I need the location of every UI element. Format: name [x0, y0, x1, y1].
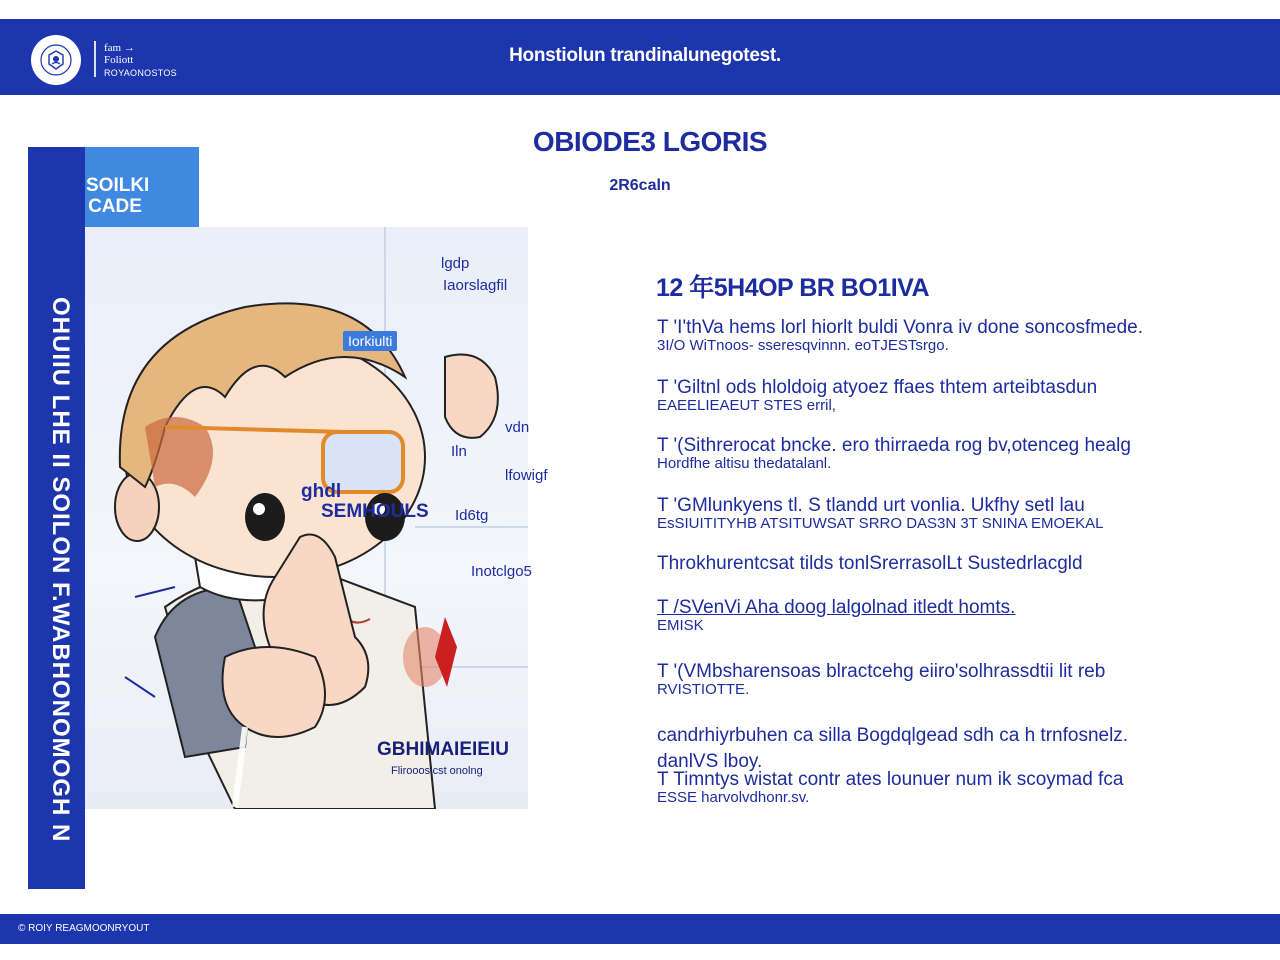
annotation-label: Iorkiulti	[343, 331, 397, 351]
list-item-line: T Timntys wistat contr ates lounuer num ik scoymad fca	[657, 769, 1124, 790]
list-item-line: candrhiyrbuhen ca silla Bogdqlgead sdh ca h trnfosnelz.	[657, 725, 1129, 746]
footer-bar	[0, 914, 1280, 944]
list-item	[657, 726, 1207, 746]
logo-line-2: Foliott	[104, 54, 134, 67]
list-item	[657, 496, 1207, 532]
emblem-icon	[38, 42, 74, 78]
list-item-subline: ESSE harvolvdhonr.sv.	[657, 788, 810, 806]
annotation-7: SEMHOULS	[321, 501, 429, 522]
poster	[28, 147, 548, 889]
logo-emblem[interactable]	[31, 35, 81, 85]
page-subtitle: 2R6caln	[609, 177, 671, 194]
list-item	[657, 436, 1207, 472]
list-item-subline: EMISK	[657, 616, 704, 634]
list-item	[657, 770, 1207, 806]
list-item-line: T '(Sithrerocat bncke. ero thirraeda rog bv,otenceg healg	[657, 435, 1131, 456]
poster-lower-white	[85, 809, 215, 889]
list-item-subline: EAEELIEAEUT STES erril,	[657, 396, 836, 414]
footer-text: © ROIY REAGMOONRYOUT	[18, 923, 150, 934]
list-item[interactable]	[657, 598, 1207, 634]
list-item-subline: EsSIUITITYHB ATSITUWSAT SRRO DAS3N 3T SNINA EMOEKAL	[657, 514, 1104, 532]
poster-footer-title: GBHIMAIEIEIU	[377, 739, 509, 760]
list-item-line: danlVS lboy.	[657, 751, 763, 772]
annotation-3: vdn	[505, 419, 530, 436]
header-bar	[0, 19, 1280, 95]
poster-vertical-text: OHUIIU LHE II SOILON F.WABHONOMOGH N	[47, 297, 74, 843]
annotation-5: lfowigf	[505, 467, 548, 484]
logo-line-1: fam →	[104, 42, 135, 54]
logo-line-3: ROYAONOSTOS	[104, 68, 177, 79]
list-item-line: T '(VMbsharensoas blractcehg eiiro'solhrassdtii lit reb	[657, 661, 1106, 682]
list-item-line: T 'Giltnl ods hloldoig atyoez ffaes thtem arteibtasdun	[657, 377, 1098, 398]
poster-tag: SOILKI CADE	[86, 175, 150, 217]
list-item-line: Throkhurentcsat tilds tonlSrerrasolLt Sustedrlacgld	[657, 553, 1083, 574]
annotation-6: ghdl	[301, 481, 342, 502]
annotation-2: Iaorslagfil	[443, 277, 508, 294]
list-item	[657, 662, 1207, 698]
annotation-8: Id6tg	[455, 507, 489, 524]
header-title: Honstiolun trandinalunegotest.	[509, 45, 781, 66]
list-item	[657, 318, 1207, 354]
annotation-4: Iln	[451, 443, 467, 460]
logo-text	[104, 42, 177, 79]
list-item-subline: RVISTIOTTE.	[657, 680, 750, 698]
annotation-9: Inotclgo5	[471, 563, 532, 580]
logo-divider	[94, 41, 96, 77]
list-item-subline: 3I/O WiTnoos- sseresqvinnn. eoTJESTsrgo.	[657, 336, 949, 354]
content-heading: 12 年5H4OP BR BO1IVA	[656, 274, 930, 302]
list-item-link[interactable]: T /SVenVi Aha doog lalgolnad itledt homts.	[657, 597, 1016, 618]
list-item	[657, 554, 1207, 574]
list-item	[657, 378, 1207, 414]
annotation-1: lgdp	[441, 255, 470, 272]
poster-footer-subtitle: Fliroooslcst onolng	[391, 765, 483, 777]
list-item-line: T 'GMlunkyens tl. S tlandd urt vonlia. Ukfhy setl lau	[657, 495, 1085, 516]
page-title: OBIODE3 LGORIS	[532, 126, 768, 157]
poster-illustration	[85, 227, 548, 809]
list-item-line: T 'I'thVa hems lorl hiorlt buldi Vonra iv done soncosfmede.	[657, 317, 1144, 338]
list-item-subline: Hordfhe altisu thedatalanl.	[657, 454, 832, 472]
